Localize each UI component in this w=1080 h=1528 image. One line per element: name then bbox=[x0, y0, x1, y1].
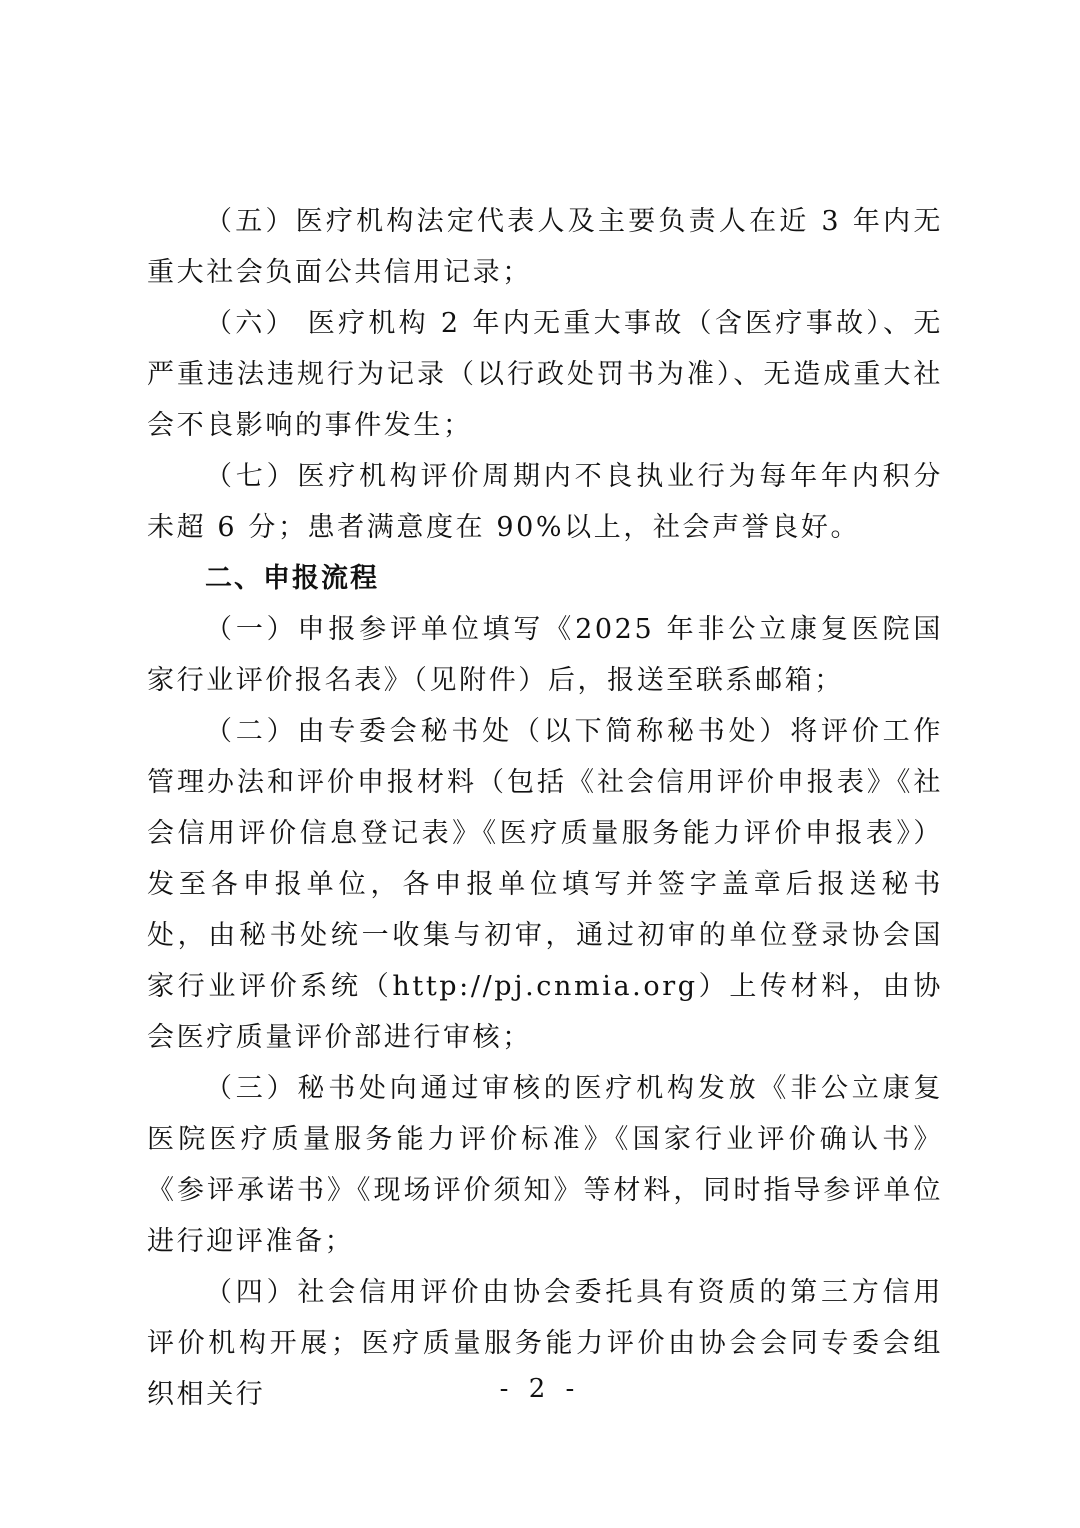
paragraph-step-3: （三）秘书处向通过审核的医疗机构发放《非公立康复医院医疗质量服务能力评价标准》《国家行业评价确认书》《参评承诺书》《现场评价须知》等材料，同时指导参评单位进行迎评准备； bbox=[147, 1073, 943, 1257]
document-body bbox=[147, 196, 943, 1420]
paragraph-step-1: （一）申报参评单位填写《2025 年非公立康复医院国家行业评价报名表》（见附件）后，报送至联系邮箱； bbox=[147, 614, 943, 696]
paragraph-step-2: （二）由专委会秘书处（以下简称秘书处）将评价工作管理办法和评价申报材料（包括《社会信用评价申报表》《社会信用评价信息登记表》《医疗质量服务能力评价申报表》）发至各申报单位，各申报单位填写并签字盖章后报送秘书处，由秘书处统一收集与初审，通过初审的单位登录协会国家行业评价系统（http://pj.cnmia.org）上传材料，由协会医疗质量评价部进行审核； bbox=[147, 716, 943, 1053]
paragraph-item-6: （六） 医疗机构 2 年内无重大事故（含医疗事故）、无严重违法违规行为记录（以行政处罚书为准）、无造成重大社会不良影响的事件发生； bbox=[147, 308, 943, 441]
section-heading-application-process: 二、申报流程 bbox=[205, 563, 379, 594]
page-number: - 2 - bbox=[499, 1374, 581, 1404]
paragraph-step-4: （四）社会信用评价由协会委托具有资质的第三方信用评价机构开展；医疗质量服务能力评价由协会会同专委会组织相关行 bbox=[147, 1277, 943, 1410]
paragraph-item-5: （五）医疗机构法定代表人及主要负责人在近 3 年内无重大社会负面公共信用记录； bbox=[147, 206, 943, 288]
paragraph-item-7: （七）医疗机构评价周期内不良执业行为每年年内积分未超 6 分；患者满意度在 90%以上，社会声誉良好。 bbox=[147, 461, 943, 543]
